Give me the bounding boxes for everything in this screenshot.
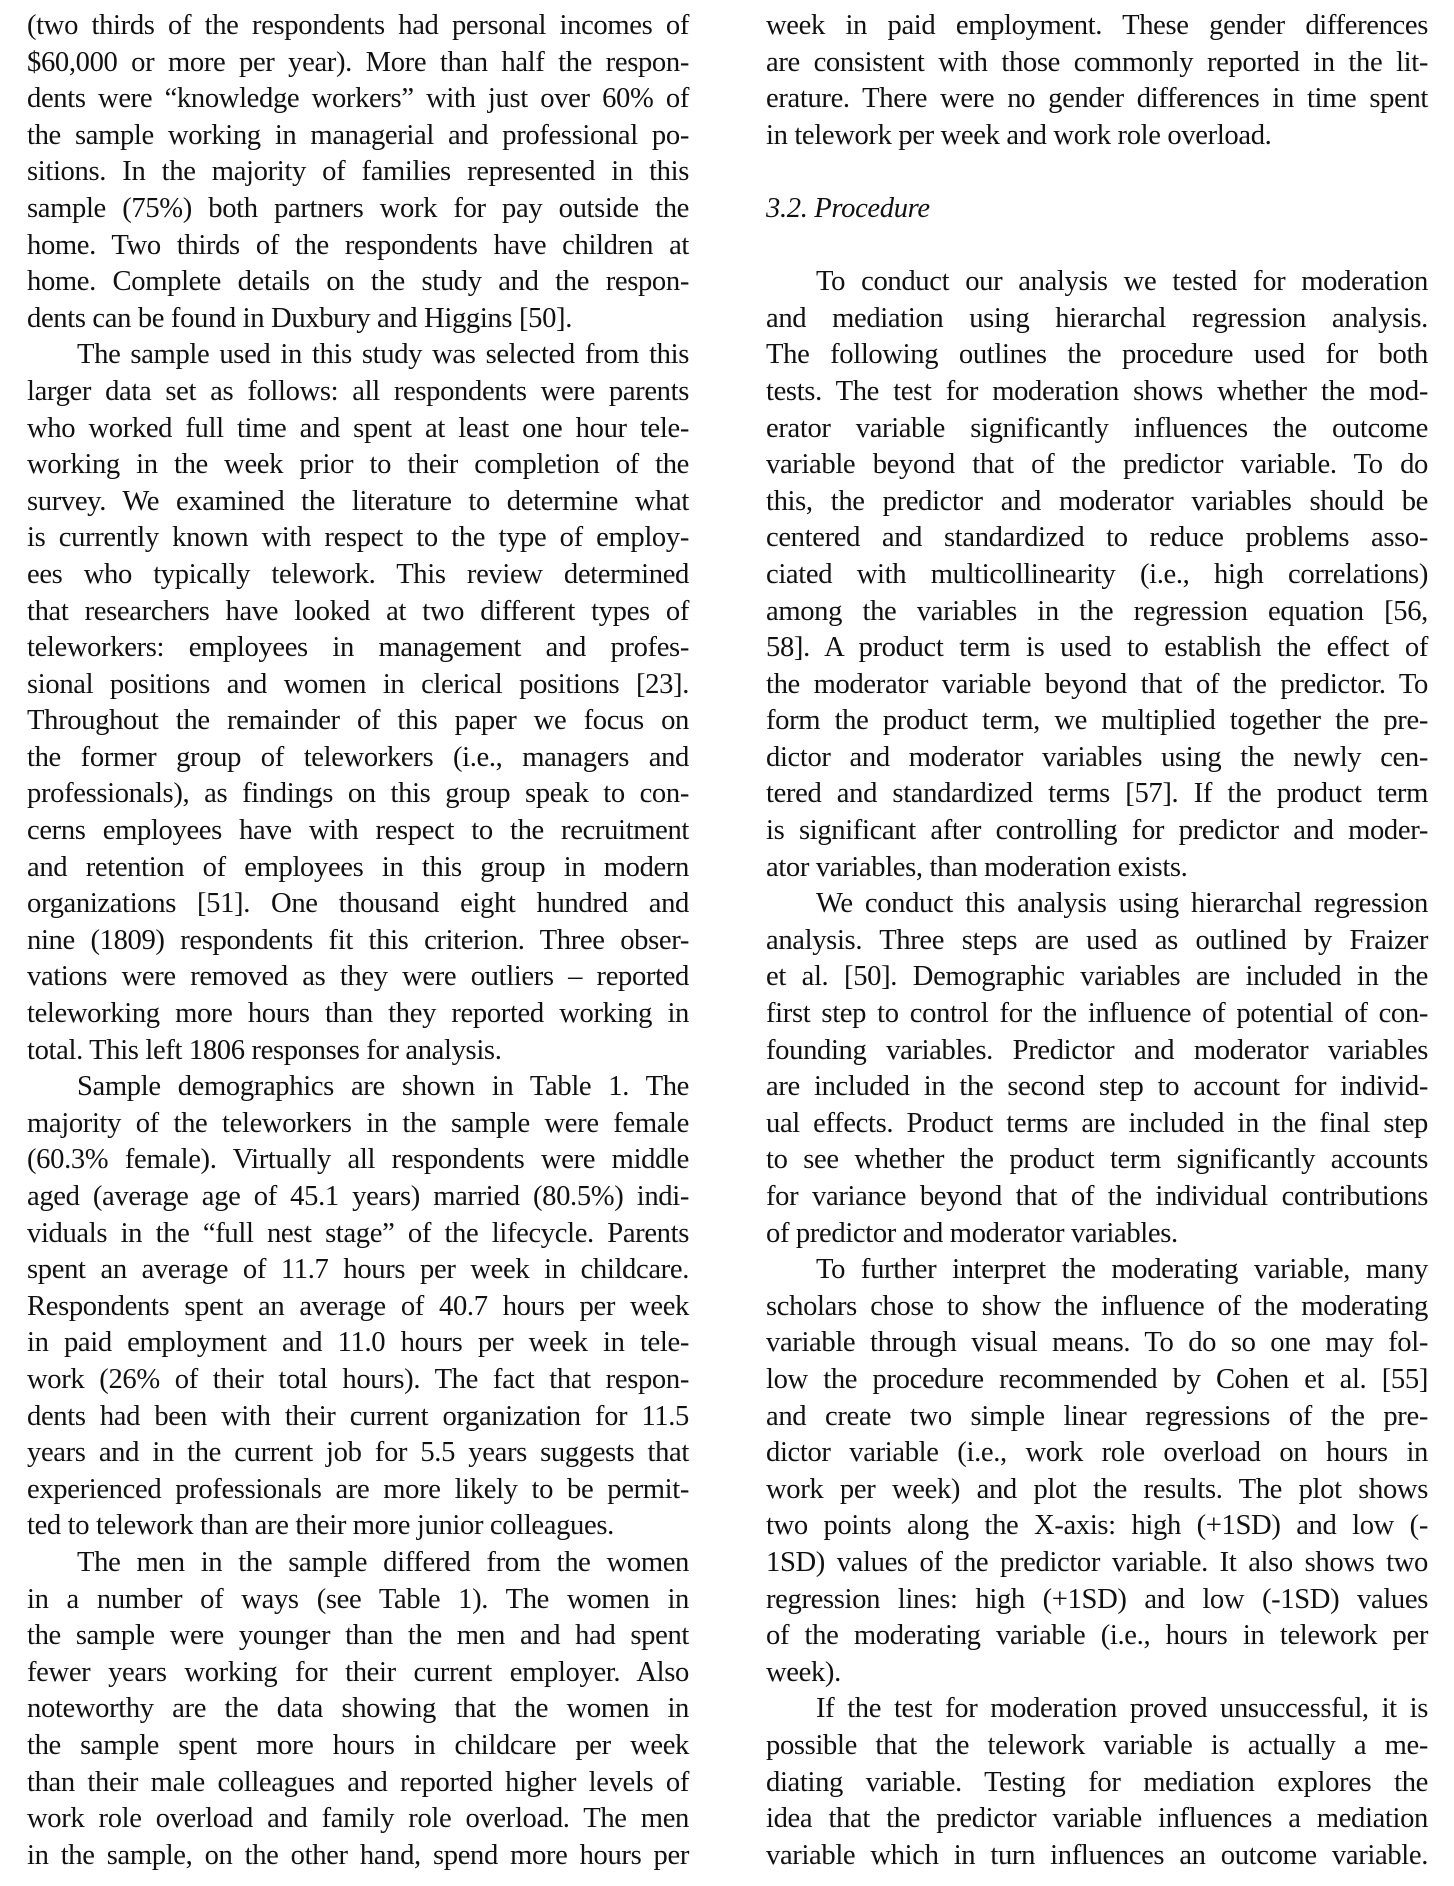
text-line: years and in the current job for 5.5 years suggests that xyxy=(27,1437,689,1469)
section-heading: 3.2. Procedure xyxy=(766,192,930,224)
text-line: organizations [51]. One thousand eight hundred and xyxy=(27,888,689,920)
text-line: is currently known with respect to the type of employ- xyxy=(27,522,689,554)
text-line: sional positions and women in clerical positions [23]. xyxy=(27,668,689,700)
text-line: analysis. Three steps are used as outlined by Fraizer xyxy=(766,924,1428,956)
text-line: of the moderating variable (i.e., hours in telework per xyxy=(766,1620,1428,1652)
right-column xyxy=(766,8,1428,1874)
text-line: home. Complete details on the study and the respon- xyxy=(27,266,689,298)
text-line: The following outlines the procedure used for both xyxy=(766,339,1428,371)
text-line: are included in the second step to account for individ- xyxy=(766,1071,1428,1103)
text-line: and mediation using hierarchal regression analysis. xyxy=(766,302,1428,334)
text-line: in telework per week and work role overload. xyxy=(766,119,1272,151)
text-line: week). xyxy=(766,1656,841,1688)
text-line: in paid employment and 11.0 hours per week in tele- xyxy=(27,1327,689,1359)
text-line: work (26% of their total hours). The fact that respon- xyxy=(27,1363,689,1395)
text-line: founding variables. Predictor and moderator variables xyxy=(766,1034,1428,1066)
text-line: noteworthy are the data showing that the women in xyxy=(27,1693,689,1725)
text-line: 1SD) values of the predictor variable. It also shows two xyxy=(766,1546,1428,1578)
text-line: aged (average age of 45.1 years) married (80.5%) indi- xyxy=(27,1181,689,1212)
text-line: than their male colleagues and reported higher levels of xyxy=(27,1766,689,1798)
text-line: dents can be found in Duxbury and Higgins [50]. xyxy=(27,302,572,334)
text-line: dictor variable (i.e., work role overload on hours in xyxy=(766,1437,1428,1469)
text-line: week in paid employment. These gender differences xyxy=(766,10,1428,41)
text-line: ator variables, than moderation exists. xyxy=(766,851,1188,883)
text-line: variable which in turn influences an outcome variable. xyxy=(766,1839,1428,1871)
paragraph-first-line: The sample used in this study was selected from this xyxy=(77,339,689,371)
text-line: the sample spent more hours in childcare per week xyxy=(27,1729,689,1761)
text-line: majority of the teleworkers in the sample were female xyxy=(27,1107,689,1139)
paragraph-first-line: To further interpret the moderating variable, many xyxy=(816,1254,1428,1286)
text-line: form the product term, we multiplied together the pre- xyxy=(766,705,1428,737)
text-line: viduals in the “full nest stage” of the lifecycle. Parents xyxy=(27,1217,689,1249)
text-line: diating variable. Testing for mediation explores the xyxy=(766,1766,1428,1798)
text-line: dents were “knowledge workers” with just over 60% of xyxy=(27,83,689,115)
text-line: low the procedure recommended by Cohen et al. [55] xyxy=(766,1363,1428,1395)
text-line: erature. There were no gender differences in time spent xyxy=(766,83,1428,115)
text-line: scholars chose to show the influence of the moderating xyxy=(766,1290,1428,1322)
text-line: among the variables in the regression equation [56, xyxy=(766,595,1428,627)
text-line: work role overload and family role overload. The men xyxy=(27,1803,689,1835)
text-line: variable beyond that of the predictor variable. To do xyxy=(766,449,1428,481)
text-line: sitions. In the majority of families represented in this xyxy=(27,156,689,188)
text-line: ees who typically telework. This review determined xyxy=(27,558,689,590)
text-line: to see whether the product term significantly accounts xyxy=(766,1144,1428,1176)
text-line: ual effects. Product terms are included in the final step xyxy=(766,1107,1428,1139)
text-line: professionals), as findings on this group speak to con- xyxy=(27,778,689,810)
text-line: et al. [50]. Demographic variables are included in the xyxy=(766,961,1428,993)
paragraph-first-line: We conduct this analysis using hierarchal regression xyxy=(816,888,1428,920)
text-line: $60,000 or more per year). More than half the respon- xyxy=(27,46,689,78)
text-line: cerns employees have with respect to the recruitment xyxy=(27,815,689,847)
text-line: sample (75%) both partners work for pay outside the xyxy=(27,192,689,224)
text-line: who worked full time and spent at least one hour tele- xyxy=(27,412,689,444)
text-line: for variance beyond that of the individual contributions xyxy=(766,1181,1428,1212)
text-line: the sample working in managerial and professional po- xyxy=(27,119,689,151)
text-line: and create two simple linear regressions of the pre- xyxy=(766,1400,1428,1432)
text-line: survey. We examined the literature to determine what xyxy=(27,485,689,517)
text-line: the sample were younger than the men and had spent xyxy=(27,1620,689,1652)
text-line: teleworking more hours than they reported working in xyxy=(27,998,689,1030)
text-line: tests. The test for moderation shows whether the mod- xyxy=(766,375,1428,407)
text-line: ciated with multicollinearity (i.e., high correlations) xyxy=(766,558,1428,590)
text-line: is significant after controlling for predictor and moder- xyxy=(766,815,1428,847)
text-line: nine (1809) respondents fit this criterion. Three obser- xyxy=(27,924,689,956)
paragraph-first-line: To conduct our analysis we tested for moderation xyxy=(816,266,1428,298)
left-column xyxy=(27,8,689,1874)
text-line: in a number of ways (see Table 1). The women in xyxy=(27,1583,689,1615)
text-line: possible that the telework variable is actually a me- xyxy=(766,1729,1428,1761)
text-line: and retention of employees in this group in modern xyxy=(27,851,689,883)
text-line: spent an average of 11.7 hours per week in childcare. xyxy=(27,1254,689,1286)
text-line: (two thirds of the respondents had personal incomes of xyxy=(27,10,689,41)
text-line: regression lines: high (+1SD) and low (-1SD) values xyxy=(766,1583,1428,1615)
text-line: ted to telework than are their more junior colleagues. xyxy=(27,1510,614,1542)
text-line: 58]. A product term is used to establish the effect of xyxy=(766,632,1428,664)
text-line: first step to control for the influence of potential of con- xyxy=(766,998,1428,1030)
text-line: dents had been with their current organization for 11.5 xyxy=(27,1400,689,1432)
spacer xyxy=(766,154,1428,191)
paragraph-first-line: Sample demographics are shown in Table 1. The xyxy=(77,1071,689,1103)
text-line: experienced professionals are more likely to be permit- xyxy=(27,1473,689,1505)
text-line: dictor and moderator variables using the newly cen- xyxy=(766,741,1428,773)
text-line: working in the week prior to their completion of the xyxy=(27,449,689,481)
paragraph-first-line: If the test for moderation proved unsuccessful, it is xyxy=(816,1693,1428,1725)
text-line: idea that the predictor variable influences a mediation xyxy=(766,1803,1428,1835)
text-line: total. This left 1806 responses for analysis. xyxy=(27,1034,502,1066)
text-line: vations were removed as they were outliers – reported xyxy=(27,961,689,993)
text-line: home. Two thirds of the respondents have children at xyxy=(27,229,689,261)
paragraph-first-line: The men in the sample differed from the women xyxy=(77,1546,689,1578)
text-line: are consistent with those commonly reported in the lit- xyxy=(766,46,1428,78)
text-line: this, the predictor and moderator variables should be xyxy=(766,485,1428,517)
spacer xyxy=(766,228,1428,265)
text-line: tered and standardized terms [57]. If the product term xyxy=(766,778,1428,810)
text-line: larger data set as follows: all respondents were parents xyxy=(27,375,689,407)
text-line: that researchers have looked at two different types of xyxy=(27,595,689,627)
text-line: the moderator variable beyond that of the predictor. To xyxy=(766,668,1428,700)
text-line: work per week) and plot the results. The plot shows xyxy=(766,1473,1428,1505)
text-line: two points along the X-axis: high (+1SD) and low (- xyxy=(766,1510,1428,1542)
text-line: Respondents spent an average of 40.7 hours per week xyxy=(27,1290,689,1322)
text-line: (60.3% female). Virtually all respondents were middle xyxy=(27,1144,689,1176)
text-line: fewer years working for their current employer. Also xyxy=(27,1656,689,1688)
text-line: variable through visual means. To do so one may fol- xyxy=(766,1327,1428,1359)
text-line: Throughout the remainder of this paper we focus on xyxy=(27,705,689,737)
text-line: the former group of teleworkers (i.e., managers and xyxy=(27,741,689,773)
text-line: teleworkers: employees in management and profes- xyxy=(27,632,689,664)
text-line: of predictor and moderator variables. xyxy=(766,1217,1178,1249)
text-line: in the sample, on the other hand, spend more hours per xyxy=(27,1839,689,1871)
text-line: centered and standardized to reduce problems asso- xyxy=(766,522,1428,554)
text-line: erator variable significantly influences the outcome xyxy=(766,412,1428,444)
